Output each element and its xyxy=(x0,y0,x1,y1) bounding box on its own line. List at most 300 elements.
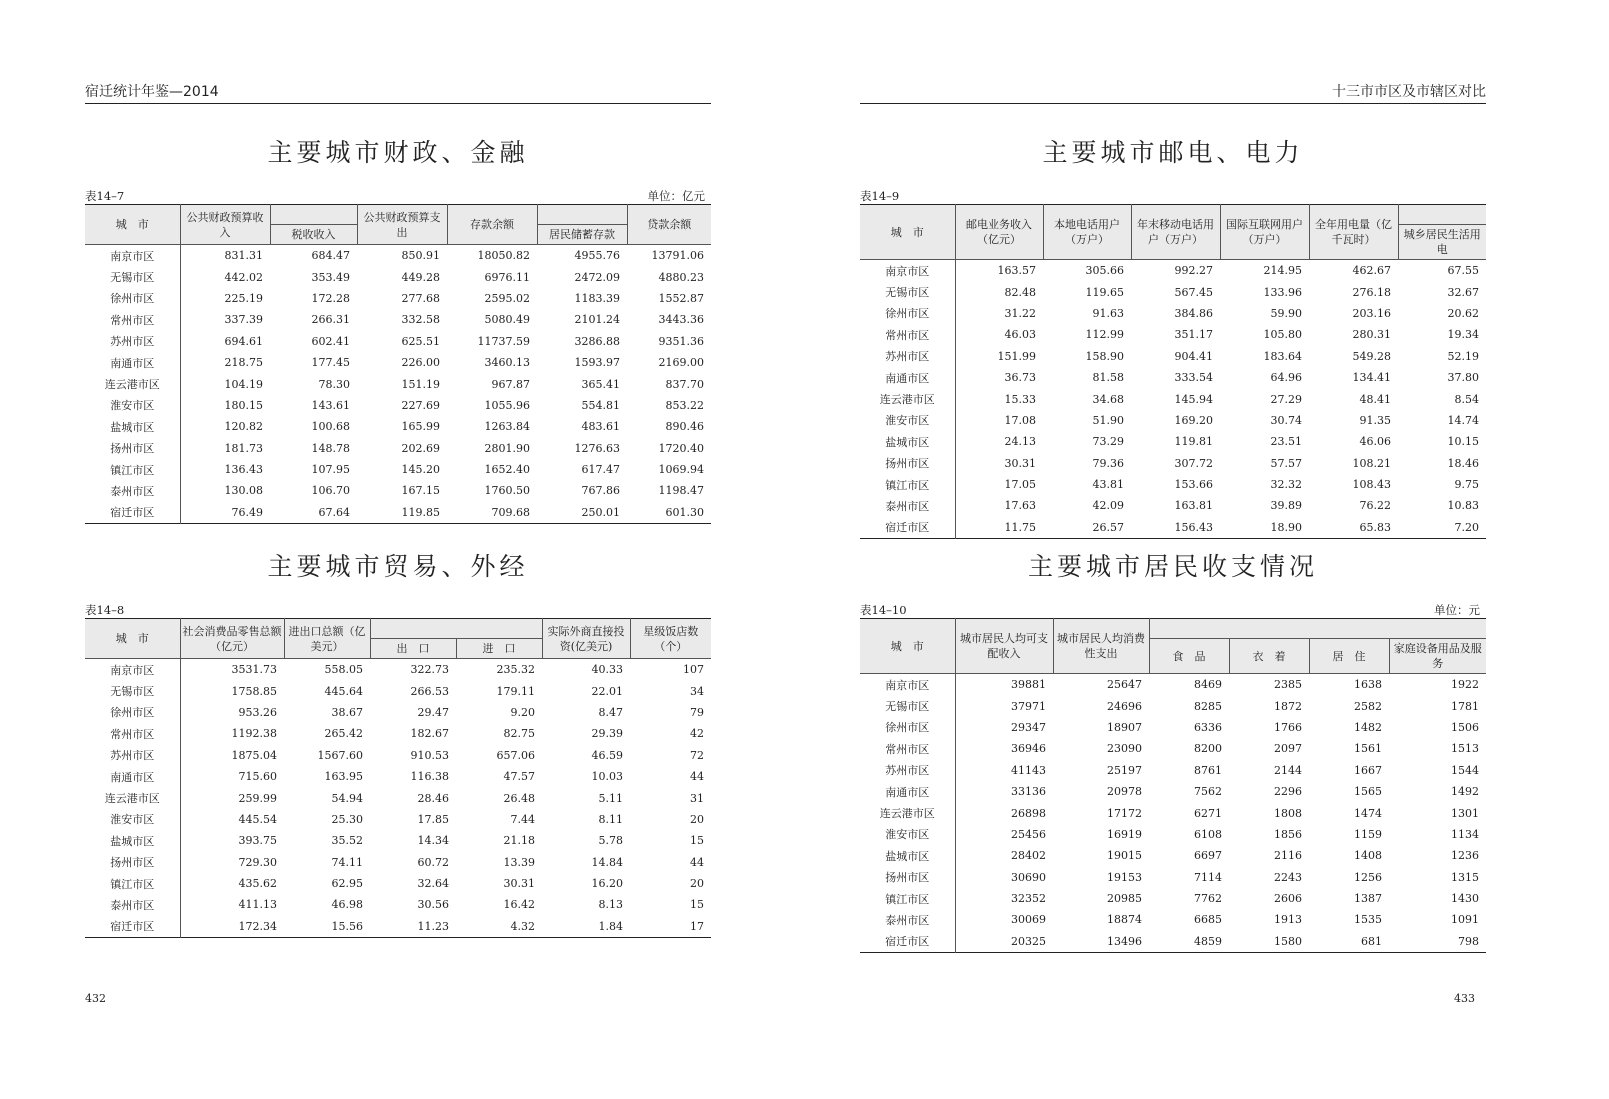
value-cell: 43.81 xyxy=(1092,478,1124,492)
section-title-telecom: 主要城市邮电、电力 xyxy=(1042,138,1304,167)
value-cell: 52.19 xyxy=(1447,349,1479,363)
value-cell: 54.94 xyxy=(331,791,363,805)
value-cell: 46.98 xyxy=(331,898,363,912)
city-name-cell: 扬州市区 xyxy=(85,852,180,873)
yearbook-title: 宿迁统计年鉴—2014 xyxy=(85,84,219,100)
value-cell: 41143 xyxy=(1011,763,1046,777)
value-cell: 59.90 xyxy=(1270,306,1302,320)
value-cell: 165.99 xyxy=(401,420,440,434)
city-name-cell: 镇江市区 xyxy=(85,873,180,894)
value-cell: 1652.40 xyxy=(484,463,530,477)
value-cell: 1561 xyxy=(1354,742,1382,756)
value-cell: 57.57 xyxy=(1270,456,1302,470)
table-row xyxy=(860,431,1486,452)
city-name-cell: 宿迁市区 xyxy=(860,931,955,953)
value-cell: 79 xyxy=(690,705,704,719)
value-cell: 143.61 xyxy=(311,398,350,412)
section-title-trade: 主要城市贸易、外经 xyxy=(267,552,529,581)
value-cell: 558.05 xyxy=(284,659,370,681)
value-cell: 1263.84 xyxy=(484,420,530,434)
table-row xyxy=(860,781,1486,802)
value-cell: 2169.00 xyxy=(658,356,704,370)
value-cell: 1567.60 xyxy=(317,748,363,762)
value-cell: 31.22 xyxy=(1004,306,1036,320)
city-name-cell: 泰州市区 xyxy=(85,894,180,915)
value-cell: 1492 xyxy=(1451,785,1479,799)
value-cell: 17.63 xyxy=(1004,499,1036,513)
col-public-expenditure: 公共财政预算支出 xyxy=(357,205,447,245)
table-row xyxy=(860,695,1486,716)
city-name-cell: 常州市区 xyxy=(85,309,180,330)
value-cell: 442.02 xyxy=(224,270,263,284)
col-star-hotels: 星级饭店数（个） xyxy=(630,619,711,659)
value-cell: 1565 xyxy=(1354,785,1382,799)
table-row xyxy=(85,438,711,459)
city-name-cell: 镇江市区 xyxy=(860,888,955,909)
section-finance xyxy=(85,133,711,524)
value-cell: 1720.40 xyxy=(658,441,704,455)
col-clothing: 衣 着 xyxy=(1229,639,1309,674)
value-cell: 1667 xyxy=(1354,763,1382,777)
value-cell: 549.28 xyxy=(1352,349,1391,363)
value-cell: 910.53 xyxy=(410,748,449,762)
value-cell: 2801.90 xyxy=(484,441,530,455)
value-cell: 798 xyxy=(1458,934,1479,948)
col-retail-sales: 社会消费品零售总额（亿元） xyxy=(180,619,284,659)
value-cell: 2582 xyxy=(1354,699,1382,713)
value-cell: 684.47 xyxy=(270,245,357,267)
value-cell: 266.53 xyxy=(410,684,449,698)
table-row xyxy=(85,723,711,744)
value-cell: 203.16 xyxy=(1352,306,1391,320)
value-cell: 151.99 xyxy=(997,349,1036,363)
value-cell: 82.75 xyxy=(503,727,535,741)
value-cell: 218.75 xyxy=(224,356,263,370)
table-row xyxy=(85,702,711,723)
value-cell: 13496 xyxy=(1107,934,1142,948)
value-cell: 1535 xyxy=(1354,913,1382,927)
city-name-cell: 盐城市区 xyxy=(860,431,955,452)
value-cell: 462.67 xyxy=(1309,260,1398,282)
value-cell: 23.51 xyxy=(1270,435,1302,449)
value-cell: 116.38 xyxy=(410,770,449,784)
value-cell: 32352 xyxy=(1011,892,1046,906)
value-cell: 28.46 xyxy=(417,791,449,805)
value-cell: 20325 xyxy=(1011,934,1046,948)
col-deposits: 存款余额 xyxy=(447,205,537,245)
value-cell: 1638 xyxy=(1309,674,1389,696)
value-cell: 36.73 xyxy=(1004,371,1036,385)
value-cell: 1069.94 xyxy=(658,463,704,477)
value-cell: 8761 xyxy=(1194,763,1222,777)
value-cell: 37971 xyxy=(1011,699,1046,713)
col-fixed-phone: 本地电话用户（万户） xyxy=(1043,205,1131,260)
value-cell: 104.19 xyxy=(224,377,263,391)
city-name-cell: 扬州市区 xyxy=(85,438,180,459)
value-cell: 7.44 xyxy=(510,812,535,826)
col-city: 城 市 xyxy=(85,619,180,659)
value-cell: 6685 xyxy=(1194,913,1222,927)
unit-label: 单位：亿元 xyxy=(647,189,705,203)
value-cell: 11.23 xyxy=(417,919,449,933)
table-row xyxy=(85,502,711,524)
city-name-cell: 扬州市区 xyxy=(860,453,955,474)
table-row xyxy=(860,845,1486,866)
table-row xyxy=(860,495,1486,516)
value-cell: 1408 xyxy=(1354,849,1382,863)
col-power-use: 全年用电量（亿千瓦时） xyxy=(1309,205,1398,260)
value-cell: 3443.36 xyxy=(658,313,704,327)
value-cell: 617.47 xyxy=(581,463,620,477)
value-cell: 17 xyxy=(690,919,704,933)
value-cell: 2606 xyxy=(1274,892,1302,906)
section-title-income: 主要城市居民收支情况 xyxy=(1027,552,1318,581)
value-cell: 81.58 xyxy=(1092,371,1124,385)
value-cell: 322.73 xyxy=(370,659,456,681)
value-cell: 1593.97 xyxy=(574,356,620,370)
city-name-cell: 徐州市区 xyxy=(85,288,180,309)
col-public-revenue: 公共财政预算收入 xyxy=(180,205,270,245)
value-cell: 19153 xyxy=(1107,870,1142,884)
value-cell: 333.54 xyxy=(1174,371,1213,385)
table-number: 表14–9 xyxy=(860,189,900,203)
city-name-cell: 淮安市区 xyxy=(860,410,955,431)
value-cell: 6108 xyxy=(1194,827,1222,841)
value-cell: 73.29 xyxy=(1092,435,1124,449)
value-cell: 10.03 xyxy=(591,770,623,784)
value-cell: 145.94 xyxy=(1174,392,1213,406)
city-name-cell: 无锡市区 xyxy=(860,695,955,716)
value-cell: 18.90 xyxy=(1270,520,1302,534)
unit-label: 单位：元 xyxy=(1434,603,1480,617)
value-cell: 19.34 xyxy=(1447,328,1479,342)
value-cell: 1315 xyxy=(1451,870,1479,884)
table-row xyxy=(860,517,1486,539)
value-cell: 7562 xyxy=(1194,785,1222,799)
value-cell: 1430 xyxy=(1451,892,1479,906)
section-trade xyxy=(85,547,711,938)
value-cell: 3286.88 xyxy=(574,334,620,348)
value-cell: 265.42 xyxy=(324,727,363,741)
value-cell: 32.64 xyxy=(417,877,449,891)
table-number: 表14–10 xyxy=(860,603,907,617)
value-cell: 119.85 xyxy=(401,505,440,519)
value-cell: 163.81 xyxy=(1174,499,1213,513)
value-cell: 837.70 xyxy=(665,377,704,391)
value-cell: 46.59 xyxy=(591,748,623,762)
col-postal-revenue: 邮电业务收入（亿元） xyxy=(955,205,1043,260)
value-cell: 172.34 xyxy=(238,919,277,933)
value-cell: 1276.63 xyxy=(574,441,620,455)
city-name-cell: 南通市区 xyxy=(85,766,180,787)
value-cell: 26.57 xyxy=(1092,520,1124,534)
table-number: 表14–8 xyxy=(85,603,125,617)
value-cell: 13791.06 xyxy=(627,245,711,267)
value-cell: 657.06 xyxy=(496,748,535,762)
value-cell: 27.29 xyxy=(1270,392,1302,406)
city-name-cell: 淮安市区 xyxy=(85,395,180,416)
col-household-equipment: 家庭设备用品及服务 xyxy=(1389,639,1486,674)
value-cell: 1474 xyxy=(1354,806,1382,820)
table-row xyxy=(85,373,711,394)
value-cell: 163.95 xyxy=(324,770,363,784)
value-cell: 709.68 xyxy=(491,505,530,519)
value-cell: 1580 xyxy=(1274,934,1302,948)
value-cell: 67.55 xyxy=(1398,260,1486,282)
value-cell: 18050.82 xyxy=(447,245,537,267)
value-cell: 992.27 xyxy=(1131,260,1220,282)
value-cell: 26898 xyxy=(1011,806,1046,820)
value-cell: 202.69 xyxy=(401,441,440,455)
value-cell: 227.69 xyxy=(401,398,440,412)
value-cell: 2144 xyxy=(1274,763,1302,777)
value-cell: 1506 xyxy=(1451,720,1479,734)
table-row xyxy=(85,830,711,851)
value-cell: 6697 xyxy=(1194,849,1222,863)
table-row xyxy=(860,738,1486,759)
col-exports: 出 口 xyxy=(370,639,456,659)
value-cell: 17.85 xyxy=(417,812,449,826)
value-cell: 2243 xyxy=(1274,870,1302,884)
value-cell: 37.80 xyxy=(1447,371,1479,385)
table-row xyxy=(85,416,711,437)
value-cell: 153.66 xyxy=(1174,478,1213,492)
value-cell: 483.61 xyxy=(581,420,620,434)
value-cell: 567.45 xyxy=(1174,285,1213,299)
value-cell: 180.15 xyxy=(224,398,263,412)
chapter-title: 十三市市区及市辖区对比 xyxy=(1332,84,1486,100)
city-name-cell: 淮安市区 xyxy=(85,809,180,830)
value-cell: 14.34 xyxy=(417,834,449,848)
table-row xyxy=(85,459,711,480)
city-name-cell: 泰州市区 xyxy=(85,480,180,501)
value-cell: 904.41 xyxy=(1174,349,1213,363)
value-cell: 1856 xyxy=(1274,827,1302,841)
value-cell: 214.95 xyxy=(1220,260,1309,282)
value-cell: 112.99 xyxy=(1085,328,1124,342)
value-cell: 148.78 xyxy=(311,441,350,455)
table-row xyxy=(860,931,1486,953)
table-row xyxy=(85,659,711,681)
table-row xyxy=(860,717,1486,738)
trade-table xyxy=(85,618,711,938)
table-row xyxy=(85,352,711,373)
value-cell: 169.20 xyxy=(1174,413,1213,427)
table-row xyxy=(860,674,1486,696)
city-name-cell: 连云港市区 xyxy=(860,388,955,409)
value-cell: 1760.50 xyxy=(484,484,530,498)
table-row xyxy=(85,787,711,808)
value-cell: 82.48 xyxy=(1004,285,1036,299)
col-consumption: 城市居民人均消费性支出 xyxy=(1053,619,1149,674)
value-cell: 26.48 xyxy=(503,791,535,805)
value-cell: 1482 xyxy=(1354,720,1382,734)
value-cell: 277.68 xyxy=(401,291,440,305)
value-cell: 7114 xyxy=(1194,870,1222,884)
value-cell: 163.57 xyxy=(955,260,1043,282)
value-cell: 1766 xyxy=(1274,720,1302,734)
value-cell: 1872 xyxy=(1274,699,1302,713)
city-name-cell: 连云港市区 xyxy=(85,373,180,394)
table-row xyxy=(85,916,711,938)
value-cell: 4955.76 xyxy=(537,245,627,267)
value-cell: 411.13 xyxy=(238,898,277,912)
value-cell: 34 xyxy=(690,684,704,698)
value-cell: 353.49 xyxy=(311,270,350,284)
value-cell: 30.74 xyxy=(1270,413,1302,427)
table-row xyxy=(85,480,711,501)
value-cell: 17172 xyxy=(1107,806,1142,820)
value-cell: 276.18 xyxy=(1352,285,1391,299)
city-name-cell: 徐州市区 xyxy=(860,303,955,324)
table-row xyxy=(860,474,1486,495)
table-row xyxy=(85,680,711,701)
section-telecom-power xyxy=(860,133,1486,539)
page-number-right: 433 xyxy=(1454,992,1475,1005)
value-cell: 46.03 xyxy=(1004,328,1036,342)
value-cell: 136.43 xyxy=(224,463,263,477)
value-cell: 280.31 xyxy=(1352,328,1391,342)
value-cell: 694.61 xyxy=(224,334,263,348)
value-cell: 15.33 xyxy=(1004,392,1036,406)
value-cell: 62.95 xyxy=(331,877,363,891)
value-cell: 76.22 xyxy=(1359,499,1391,513)
value-cell: 181.73 xyxy=(224,441,263,455)
left-page xyxy=(85,0,785,1099)
value-cell: 177.45 xyxy=(311,356,350,370)
value-cell: 47.57 xyxy=(503,770,535,784)
table-row xyxy=(85,766,711,787)
value-cell: 15.56 xyxy=(331,919,363,933)
city-name-cell: 苏州市区 xyxy=(860,760,955,781)
value-cell: 5.78 xyxy=(598,834,623,848)
value-cell: 42.09 xyxy=(1092,499,1124,513)
value-cell: 5.11 xyxy=(598,791,623,805)
table-row xyxy=(860,260,1486,282)
col-internet-users: 国际互联网用户（万户） xyxy=(1220,205,1309,260)
value-cell: 34.68 xyxy=(1092,392,1124,406)
city-name-cell: 盐城市区 xyxy=(85,416,180,437)
value-cell: 25456 xyxy=(1011,827,1046,841)
table-row xyxy=(860,303,1486,324)
value-cell: 20.62 xyxy=(1447,306,1479,320)
value-cell: 225.19 xyxy=(224,291,263,305)
value-cell: 32.32 xyxy=(1270,478,1302,492)
value-cell: 7.20 xyxy=(1454,520,1479,534)
value-cell: 23090 xyxy=(1107,742,1142,756)
value-cell: 1544 xyxy=(1451,763,1479,777)
value-cell: 729.30 xyxy=(238,855,277,869)
value-cell: 3460.13 xyxy=(484,356,530,370)
city-name-cell: 扬州市区 xyxy=(860,867,955,888)
table-row xyxy=(860,410,1486,431)
value-cell: 134.41 xyxy=(1352,371,1391,385)
value-cell: 16919 xyxy=(1107,827,1142,841)
city-name-cell: 宿迁市区 xyxy=(85,916,180,938)
value-cell: 51.90 xyxy=(1092,413,1124,427)
value-cell: 1055.96 xyxy=(484,398,530,412)
table-row xyxy=(85,288,711,309)
value-cell: 8.11 xyxy=(598,812,623,826)
value-cell: 60.72 xyxy=(417,855,449,869)
value-cell: 179.11 xyxy=(496,684,535,698)
table-row xyxy=(860,324,1486,345)
value-cell: 767.86 xyxy=(581,484,620,498)
value-cell: 1513 xyxy=(1451,742,1479,756)
value-cell: 1808 xyxy=(1274,806,1302,820)
value-cell: 167.15 xyxy=(401,484,440,498)
value-cell: 17.05 xyxy=(1004,478,1036,492)
value-cell: 145.20 xyxy=(401,463,440,477)
value-cell: 337.39 xyxy=(224,313,263,327)
value-cell: 1.84 xyxy=(598,919,623,933)
city-name-cell: 连云港市区 xyxy=(860,802,955,823)
table-row xyxy=(85,331,711,352)
value-cell: 2101.24 xyxy=(574,313,620,327)
city-name-cell: 常州市区 xyxy=(860,738,955,759)
table-row xyxy=(860,346,1486,367)
city-name-cell: 无锡市区 xyxy=(85,680,180,701)
telecom-table xyxy=(860,204,1486,539)
table-number: 表14–7 xyxy=(85,189,125,203)
value-cell: 890.46 xyxy=(665,420,704,434)
value-cell: 8.54 xyxy=(1454,392,1479,406)
value-cell: 831.31 xyxy=(180,245,270,267)
table-row xyxy=(860,388,1486,409)
value-cell: 14.84 xyxy=(591,855,623,869)
table-row xyxy=(860,802,1486,823)
value-cell: 850.91 xyxy=(357,245,447,267)
value-cell: 8.47 xyxy=(598,705,623,719)
value-cell: 35.52 xyxy=(331,834,363,848)
value-cell: 120.82 xyxy=(224,420,263,434)
table-row xyxy=(85,809,711,830)
city-name-cell: 盐城市区 xyxy=(85,830,180,851)
city-name-cell: 盐城市区 xyxy=(860,845,955,866)
value-cell: 183.64 xyxy=(1263,349,1302,363)
value-cell: 91.63 xyxy=(1092,306,1124,320)
city-name-cell: 徐州市区 xyxy=(85,702,180,723)
value-cell: 130.08 xyxy=(224,484,263,498)
value-cell: 11.75 xyxy=(1004,520,1036,534)
value-cell: 30.31 xyxy=(1004,456,1036,470)
table-row xyxy=(860,824,1486,845)
city-name-cell: 徐州市区 xyxy=(860,717,955,738)
value-cell: 76.49 xyxy=(231,505,263,519)
value-cell: 1198.47 xyxy=(658,484,704,498)
value-cell: 445.54 xyxy=(238,812,277,826)
finance-table xyxy=(85,204,711,524)
right-page xyxy=(860,0,1560,1099)
value-cell: 25647 xyxy=(1053,674,1149,696)
value-cell: 3531.73 xyxy=(180,659,284,681)
col-import-export-total: 进出口总额（亿美元） xyxy=(284,619,370,659)
value-cell: 4859 xyxy=(1194,934,1222,948)
value-cell: 853.22 xyxy=(665,398,704,412)
value-cell: 1552.87 xyxy=(658,291,704,305)
right-running-header xyxy=(860,83,1486,104)
value-cell: 32.67 xyxy=(1447,285,1479,299)
value-cell: 1758.85 xyxy=(231,684,277,698)
value-cell: 107 xyxy=(630,659,711,681)
value-cell: 2097 xyxy=(1274,742,1302,756)
value-cell: 259.99 xyxy=(238,791,277,805)
value-cell: 332.58 xyxy=(401,313,440,327)
value-cell: 25197 xyxy=(1107,763,1142,777)
value-cell: 601.30 xyxy=(665,505,704,519)
value-cell: 25.30 xyxy=(331,812,363,826)
value-cell: 18874 xyxy=(1107,913,1142,927)
